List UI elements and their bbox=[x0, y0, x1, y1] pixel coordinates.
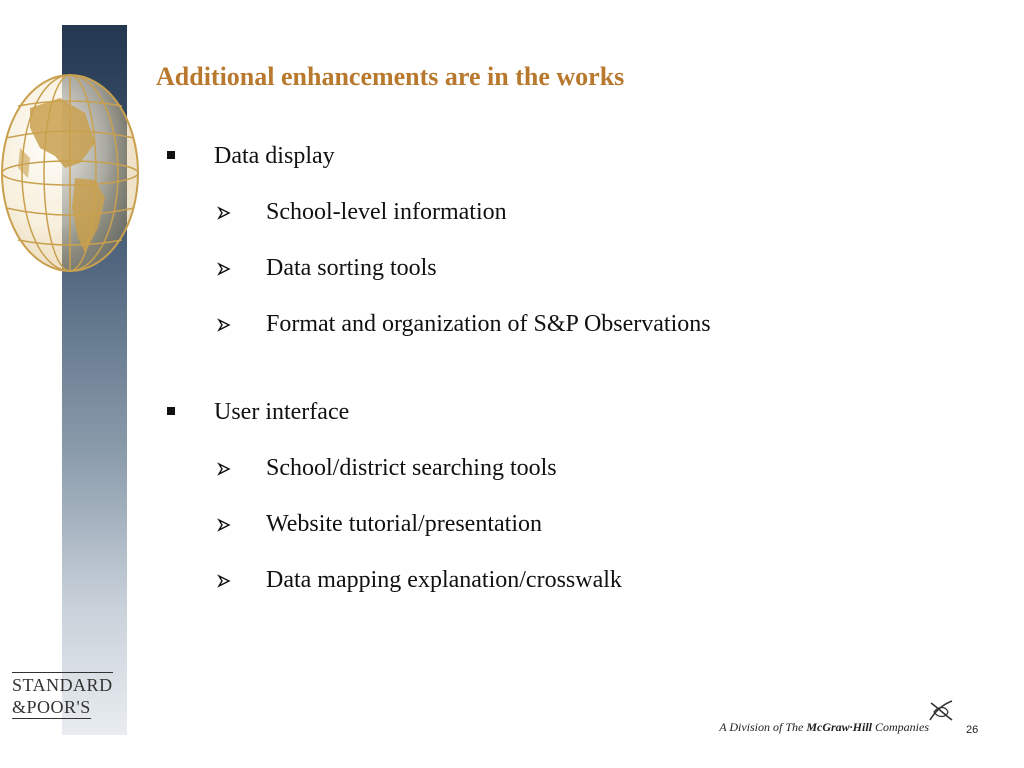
square-bullet-icon bbox=[167, 407, 175, 415]
sp-logo-line2: &POOR'S bbox=[12, 697, 91, 717]
list-item: Format and organization of S&P Observations bbox=[266, 311, 711, 337]
list-item: Data mapping explanation/crosswalk bbox=[266, 567, 622, 593]
arrow-bullet-icon bbox=[217, 574, 231, 588]
division-prefix: A Division of The bbox=[719, 720, 807, 734]
slide-title: Additional enhancements are in the works bbox=[156, 62, 625, 91]
division-tagline bbox=[719, 720, 929, 735]
section-heading: Data display bbox=[214, 143, 335, 169]
list-item: School/district searching tools bbox=[266, 455, 557, 481]
division-company: McGraw·Hill bbox=[806, 720, 872, 734]
arrow-bullet-icon bbox=[217, 318, 231, 332]
square-bullet-icon bbox=[167, 151, 175, 159]
list-item: Website tutorial/presentation bbox=[266, 511, 542, 537]
page-number: 26 bbox=[966, 724, 979, 736]
arrow-bullet-icon bbox=[217, 262, 231, 276]
list-item: Data sorting tools bbox=[266, 255, 437, 281]
sp-logo-line1: STANDARD bbox=[12, 672, 113, 696]
list-item: School-level information bbox=[266, 199, 507, 225]
division-suffix: Companies bbox=[872, 720, 929, 734]
arrow-bullet-icon bbox=[217, 206, 231, 220]
mcgraw-hill-logo-icon bbox=[926, 698, 956, 724]
sp-logo bbox=[12, 672, 122, 719]
arrow-bullet-icon bbox=[217, 462, 231, 476]
arrow-bullet-icon bbox=[217, 518, 231, 532]
section-heading: User interface bbox=[214, 399, 350, 425]
